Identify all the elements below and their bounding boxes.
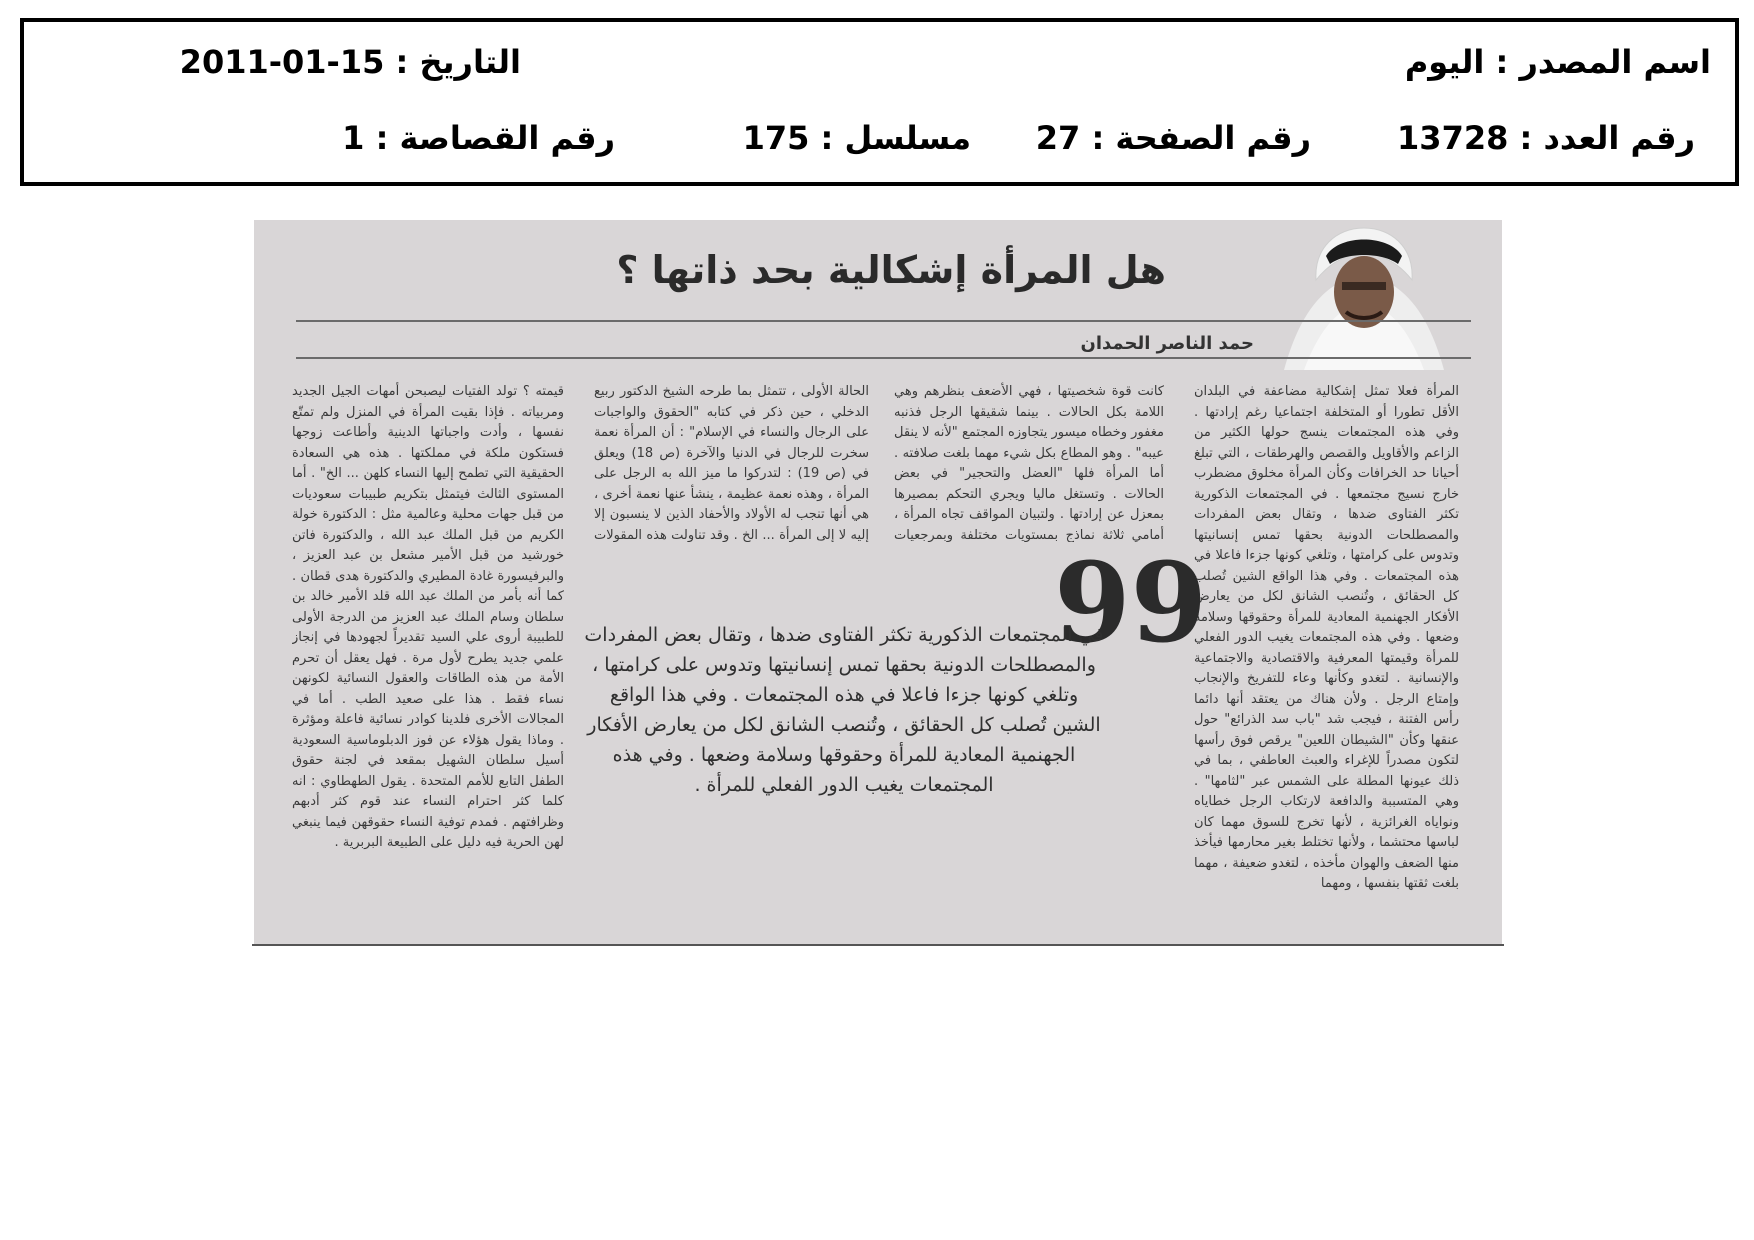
page-number-field: رقم الصفحة : 27	[1035, 119, 1311, 157]
newspaper-clipping	[254, 220, 1502, 944]
pull-quote: في المجتمعات الذكورية تكثر الفتاوى ضدها ، وتقال بعض المفردات والمصطلحات الدونية بحقها تمس إنسانيتها وتدوس على كرامتها ، وتلغي كونها جزءا فاعلا في هذه المجتمعات . وفي هذا الواقع الشين تُصلب كل الحقائق ، وتُنصب الشانق لكل من يعارض الأفكار الجهنمية المعادية للمرأة وحقوقها وسلامة وضعها . وفي هذه المجتمعات يغيب الدور الفعلي للمرأة .	[584, 624, 1104, 796]
clip-number-field: رقم القصاصة : 1	[342, 119, 615, 157]
byline-bottom-rule	[296, 357, 1471, 359]
clipping-bottom-rule	[252, 944, 1504, 946]
article-column-4: قيمته ؟ تولد الفتيات ليصبحن أمهات الجيل الجديد ومربياته . فإذا بقيت المرأة في المنزل ولم تمتّع نفسها ، وأدت واجباتها الدينية وأطاعت زوجها فستكون ملكة في مملكتها . هذه هي السعادة الحقيقية التي تطمح إليها النساء كلهن ... الخ" . أما المستوى الثالث فيتمثل بتكريم طبيبات سعوديات من قبل جهات محلية وعالمية مثل : الدكتورة خولة الكريم من قبل الملك عبد الله ، والدكتورة فاتن خورشيد من قبل الأمير مشعل بن عبد العزيز ، والبرفيسورة غادة المطيري والدكتورة هدى قطان . كما أنه بأمر من الملك عبد الله قلد الأمير خالد بن سلطان وسام الملك عبد العزيز من الدرجة الأولى للطبيبة أروى علي السيد تقديراً لجهودها في إنجاز علمي جديد يطرح لأول مرة . فهل يعقل أن تحرم الأمة من هذه الطاقات والعقول النسائية لكونهن نساء فقط . هذا على صعيد الطب . أما في المجالات الأخرى فلدينا كوادر نسائية فاعلة ومؤثرة . وماذا يقول هؤلاء عن فوز الدبلوماسية السعودية أسيل سلطان الشهيل بمقعد في لجنة حقوق الطفل التابع للأمم المتحدة . يقول الطهطاوي : انه كلما كثر احترام النساء عند قوم كثر أدبهم وظرافتهم . فمدم توفية النساء حقوقهن فيما ينبغي لهن الحرية فيه دليل على الطبيعة البربرية .	[292, 384, 564, 850]
date-field: التاريخ : 15-01-2011	[179, 43, 521, 81]
author-byline: حمد الناصر الحمدان	[1080, 333, 1254, 354]
article-headline: هل المرأة إشكالية بحد ذاتها ؟	[616, 248, 1166, 292]
source-field: اسم المصدر : اليوم	[1404, 43, 1711, 81]
author-portrait	[1264, 220, 1464, 370]
article-column-1: المرأة فعلا تمثل إشكالية مضاعفة في البلدان الأقل تطورا أو المتخلفة اجتماعيا رغم إرادتها . وفي هذه المجتمعات ينسج حولها الكثير من الزاعم والأقاويل والقصص والهرطقات ، التي تبلغ أحيانا حد الخرافات وكأن المرأة مخلوق مضطرب خارج نسيج مجتمعها . في المجتمعات الذكورية تكثر الفتاوى ضدها ، وتقال بعض المفردات والمصطلحات الدونية بحقها تمس إنسانيتها وتدوس على كرامتها ، وتلغي كونها جزءا فاعلا في هذه المجتمعات . وفي هذا الواقع الشين تُصلب كل الحقائق ، وتُنصب الشانق لكل من يعارض الأفكار الجهنمية المعادية للمرأة وحقوقها وسلامة وضعها . وفي هذه المجتمعات يغيب الدور الفعلي للمرأة وقيمتها المعرفية والاقتصادية والاجتماعية والإنسانية . لتغدو وكأنها وعاء للتفريخ والإنجاب وإمتاع الرجل . ولأن هناك من يعتقد أنها دائما رأس الفتنة ، فيجب شد "باب سد الذرائع" حول عنقها وكأن "الشيطان اللعين" يرقص فوق رأسها لتكون مصدراً للإغراء والعبث العاطفي ، بما في ذلك عيونها المطلة على الشمس عبر "لثامها" . وهي المتسببة والدافعة لارتكاب الرجل خطاياه ونواياه الغرائزية ، لأنها تخرج للسوق مهما كان لباسها محتشما ، ولأنها تختلط بغير محارمها فيأخذ منها الضعف والهوان مأخذه ، لتغدو ضعيفة ، مهما بلغت ثقتها بنفسها ، ومهما	[1194, 384, 1459, 891]
article-column-2: كانت قوة شخصيتها ، فهي الأضعف بنظرهم وهي اللامة بكل الحالات . بينما شقيقها الرجل فذنبه مغفور وخطاه ميسور يتجاوزه المجتمع "لأنه لا ينقل عيبه" . وهو المطاع بكل شيء مهما بلغت صلافته . أما المرأة فلها "العضل والتحجير" في بعض الحالات . وتستغل ماليا ويجري التحكم بمصيرها بمعزل عن إرادتها . ولتبيان المواقف تجاه المرأة ، أمامي ثلاثة نماذج بمستويات مختلفة وبمرجعيات	[894, 384, 1164, 542]
issue-number-field: رقم العدد : 13728	[1397, 119, 1695, 157]
clipping-info-header	[20, 18, 1739, 186]
article-column-3: الحالة الأولى ، تتمثل بما طرحه الشيخ الدكتور ربيع الدخلي ، حين ذكر في كتابه "الحقوق والواجبات على الرجال والنساء في الإسلام" : أن المرأة نعمة سخرت للرجال في الدنيا والآخرة (ص 18) ويعلق في (ص 19) : لتدركوا ما ميز الله به الرجل على المرأة ، وهذه نعمة عظيمة ، ينشأ عنها نعمة أخرى ، هي أنها تنجب له الأولاد والأحفاد الذين لا ينسبون إلا إليه لا إلى المرأة ... الخ . وقد تناولت هذه المقولات	[594, 384, 869, 542]
byline-top-rule	[296, 320, 1471, 322]
quote-mark-icon: 99	[1054, 538, 1208, 667]
serial-field: مسلسل : 175	[742, 119, 971, 157]
